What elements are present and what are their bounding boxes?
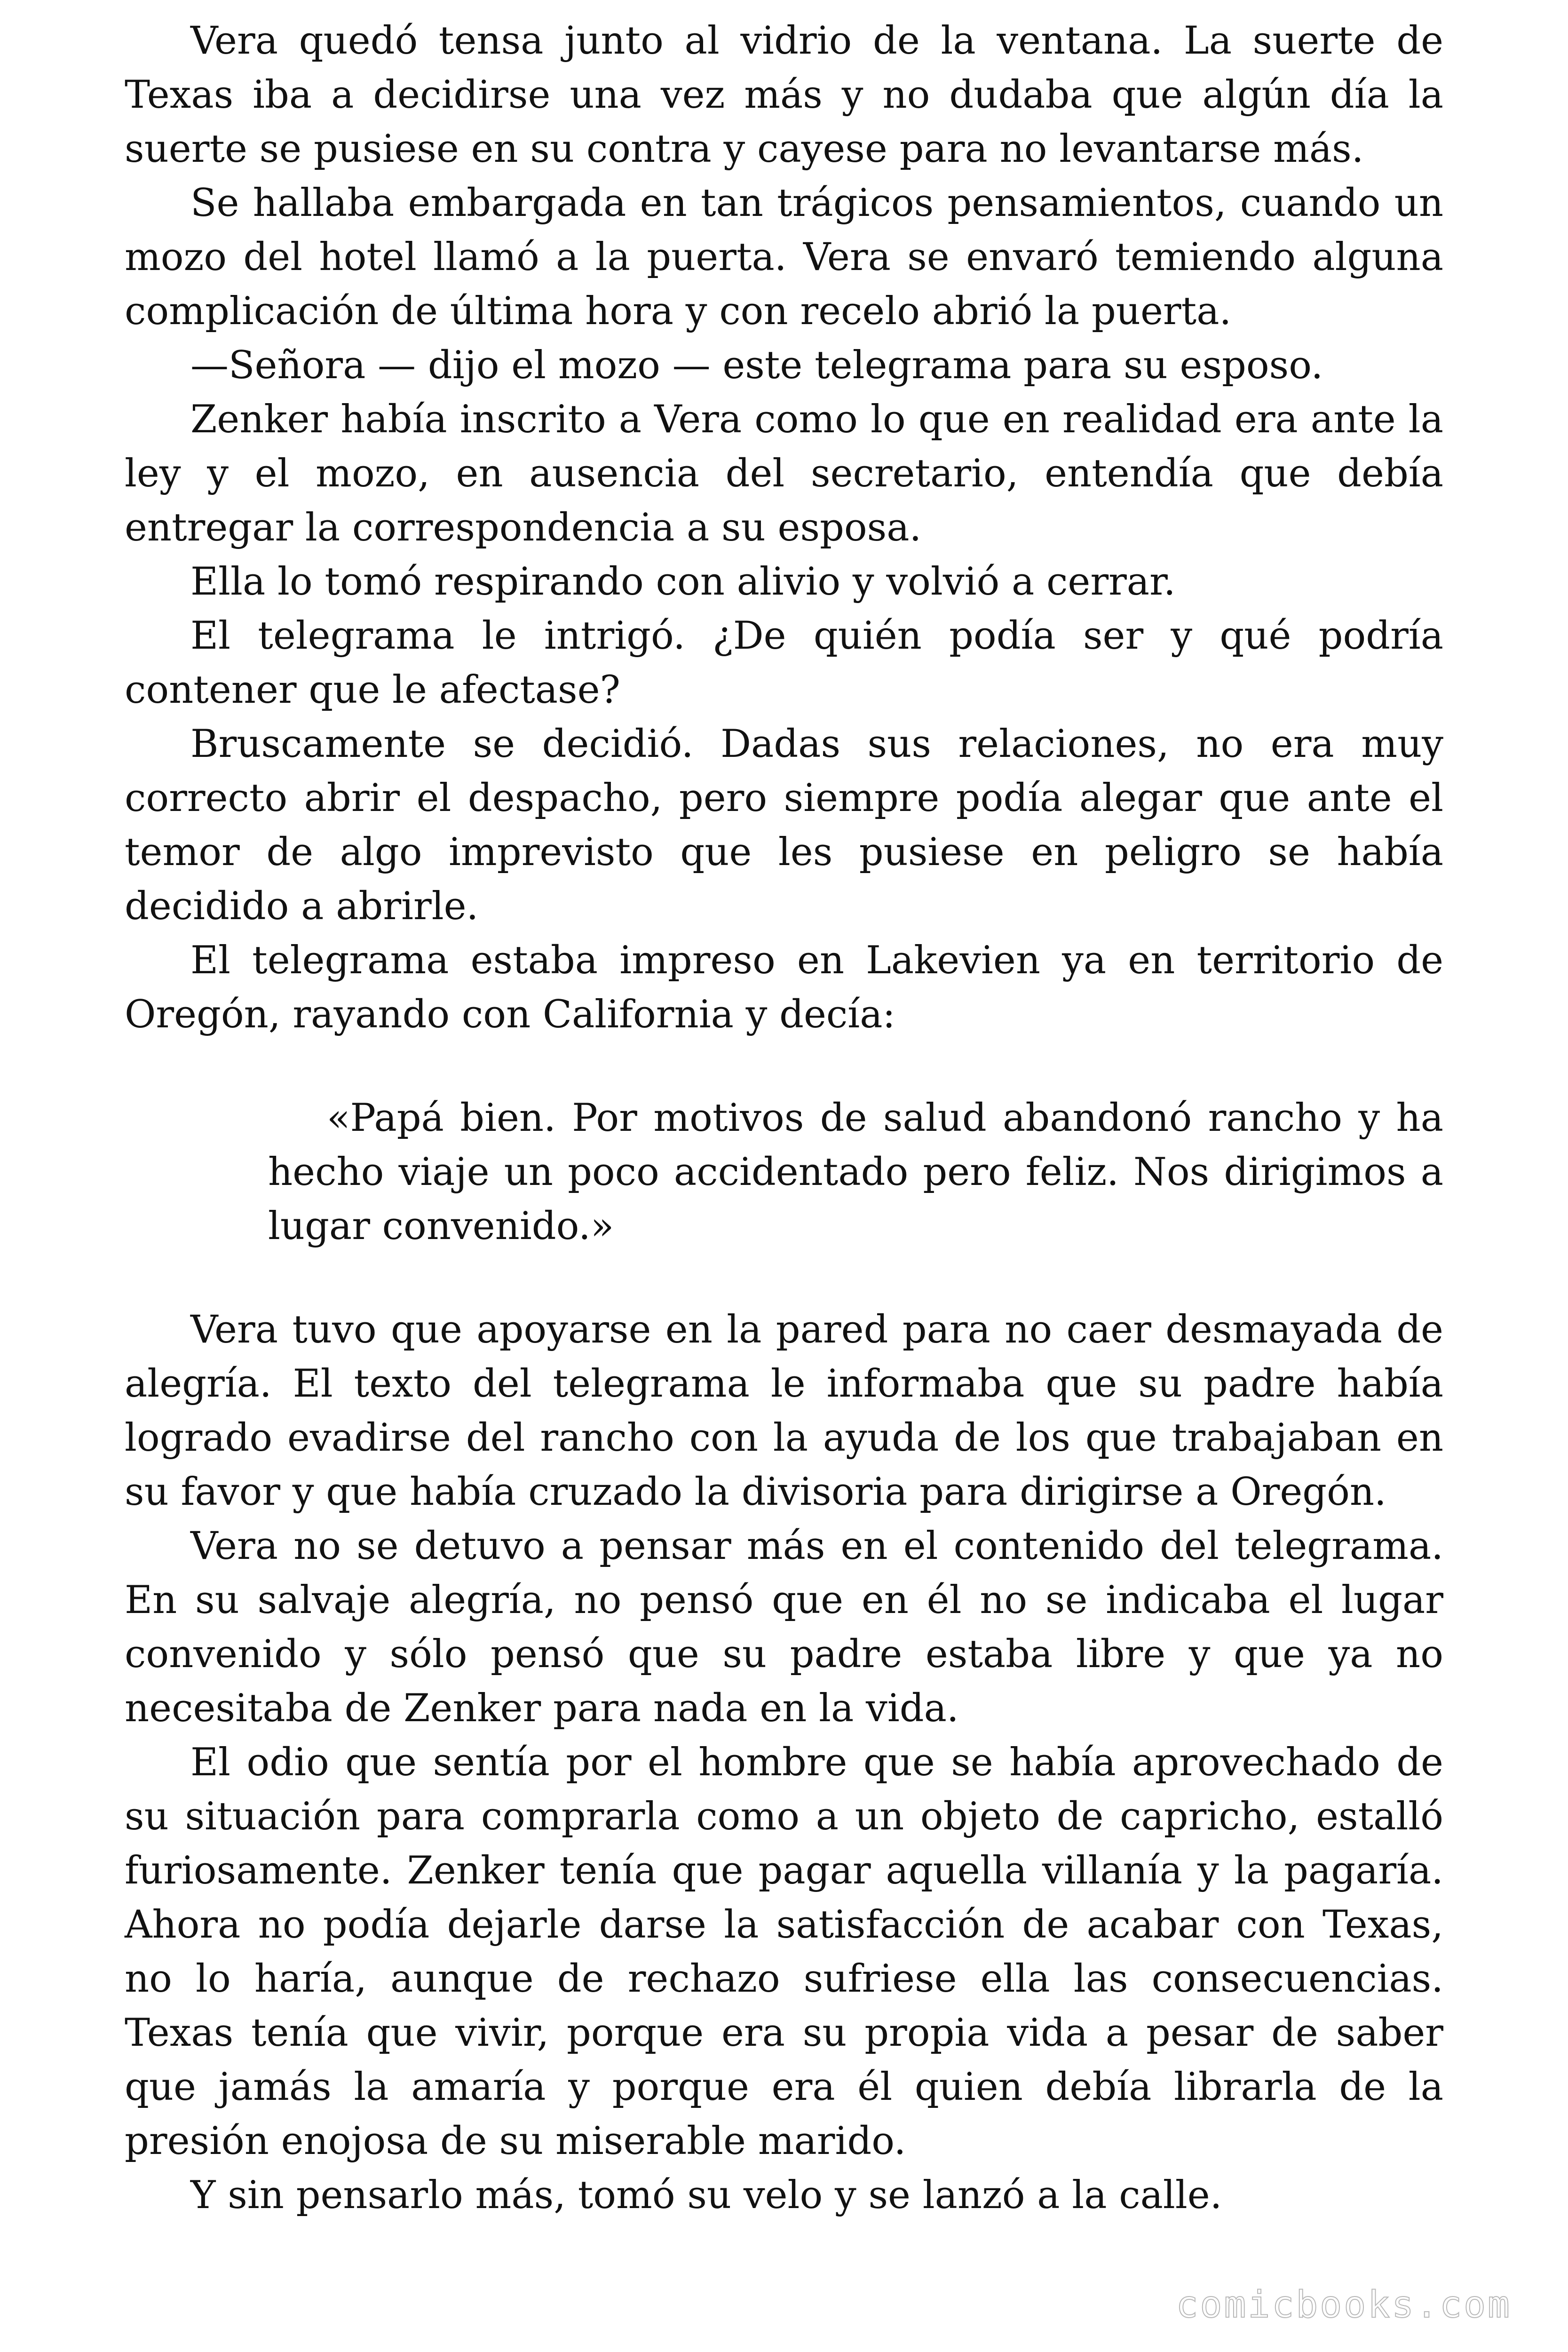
paragraph: Bruscamente se decidió. Dadas sus relaciones, no era muy correcto abrir el despacho, pero siempre podía alegar que ante el temor de algo imprevisto que les pusiese en peligro se había decidido a abrirle. <box>125 722 1443 929</box>
paragraph: Vera quedó tensa junto al vidrio de la ventana. La suerte de Texas iba a decidirse una vez más y no dudaba que algún día la suerte se pusiese en su contra y cayese para no levantarse más. <box>125 19 1443 171</box>
telegram-quote <box>268 1091 1443 1254</box>
paragraph: El telegrama le intrigó. ¿De quién podía ser y qué podría contener que le afectase? <box>125 614 1443 712</box>
paragraph: El odio que sentía por el hombre que se había aprovechado de su situación para comprarla como a un objeto de capricho, estalló furiosamente. Zenker tenía que pagar aquella villanía y la pagaría. Ahora no podía dejarle darse la satisfacción de acabar con Texas, no lo haría, aunque de rechazo sufriese ella las consecuencias. Texas tenía que vivir, porque era su propia vida a pesar de saber que jamás la amaría y porque era él quien debía librarla de la presión enojosa de su miserable marido. <box>125 1740 1443 2163</box>
paragraph: El telegrama estaba impreso en Lakevien ya en territorio de Oregón, rayando con California y decía: <box>125 938 1443 1037</box>
paragraph: Se hallaba embargada en tan trágicos pensamientos, cuando un mozo del hotel llamó a la puerta. Vera se envaró temiendo alguna complicación de última hora y con recelo abrió la puerta. <box>125 181 1443 334</box>
body-text-before <box>125 14 1443 1042</box>
paragraph: Y sin pensarlo más, tomó su velo y se lanzó a la calle. <box>190 2173 1222 2217</box>
paragraph: Ella lo tomó respirando con alivio y volvió a cerrar. <box>190 560 1176 604</box>
dialogue-paragraph: —Señora — dijo el mozo — este telegrama para su esposo. <box>190 343 1323 388</box>
paragraph: Zenker había inscrito a Vera como lo que en realidad era ante la ley y el mozo, en ausencia del secretario, entendía que debía entregar la correspondencia a su esposa. <box>125 397 1443 550</box>
body-text-after <box>125 1303 1443 2223</box>
paragraph: Vera no se detuvo a pensar más en el contenido del telegrama. En su salvaje alegría, no pensó que en él no se indicaba el lugar convenido y sólo pensó que su padre estaba libre y que ya no necesitaba de Zenker para nada en la vida. <box>125 1524 1443 1731</box>
watermark: comicbooks.com <box>1176 2284 1512 2326</box>
paragraph: Vera tuvo que apoyarse en la pared para no caer desmayada de alegría. El texto del telegrama le informaba que su padre había logrado evadirse del rancho con la ayuda de los que trabajaban en su favor y que había cruzado la divisoria para dirigirse a Oregón. <box>125 1308 1443 1514</box>
telegram-text: «Papá bien. Por motivos de salud abandonó rancho y ha hecho viaje un poco accidentado pero feliz. Nos dirigimos a lugar convenido.» <box>268 1096 1443 1248</box>
